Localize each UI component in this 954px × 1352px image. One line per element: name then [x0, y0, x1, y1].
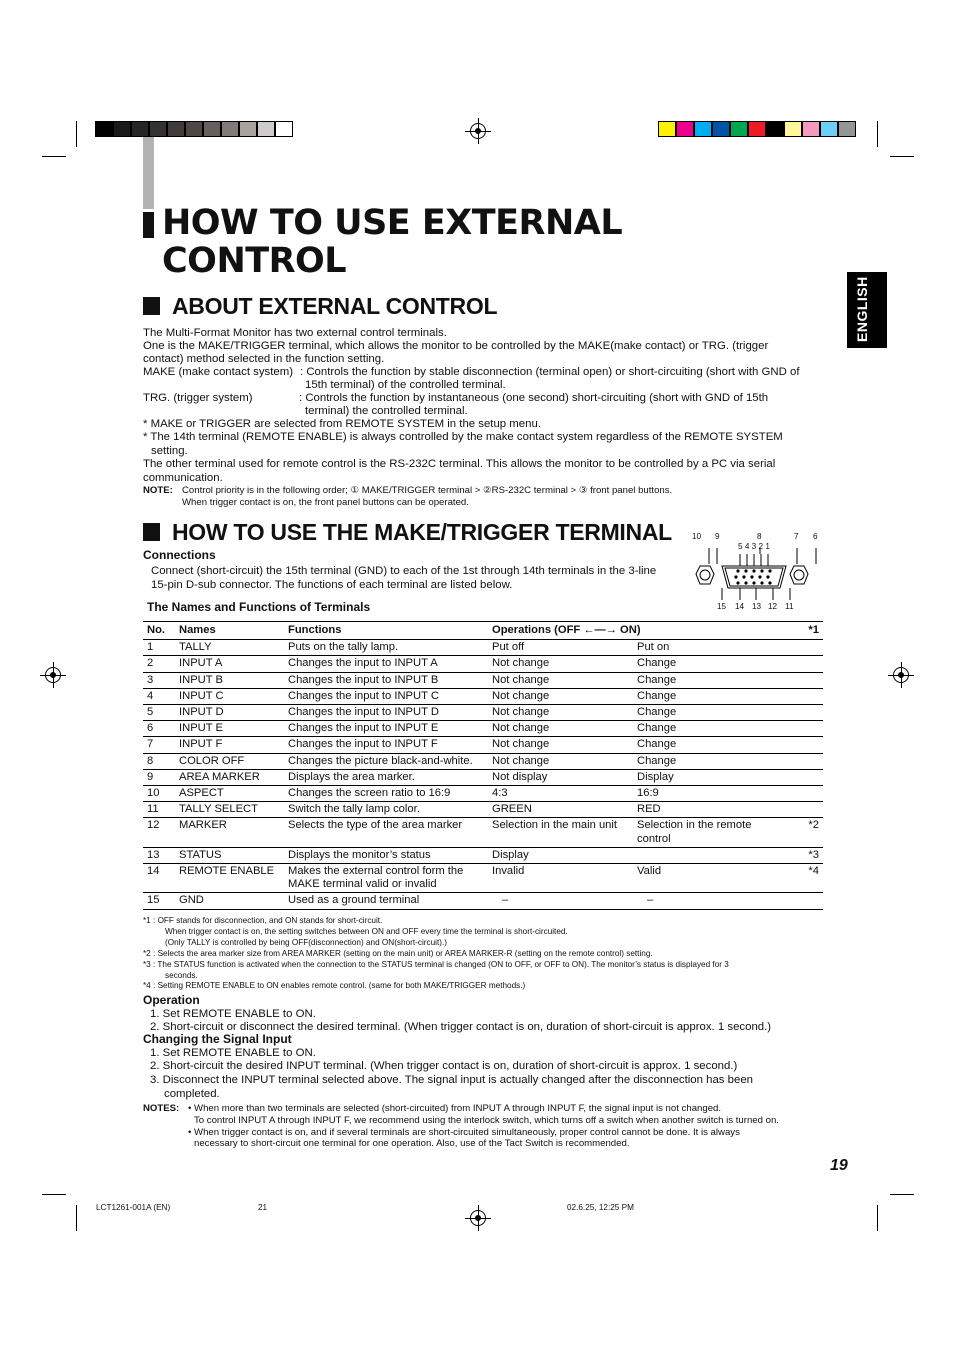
table-cell: Not change — [488, 705, 633, 721]
footnote: *3 : The STATUS function is activated when the connection to the STATUS terminal is changed (ON to OFF, or OFF to ON). The monitor’s status is displayed for 3 — [143, 960, 729, 969]
color-swatch — [784, 121, 802, 137]
table-cell: Change — [633, 672, 781, 688]
column-header: Functions — [284, 622, 488, 640]
table-cell: Changes the input to INPUT F — [284, 737, 488, 753]
table-cell: 7 — [143, 737, 175, 753]
table-cell — [781, 656, 823, 672]
crop-mark — [890, 1194, 914, 1195]
pin-label: 6 — [813, 532, 818, 541]
table-cell: Not change — [488, 737, 633, 753]
footer-mid: 21 — [258, 1203, 268, 1212]
color-swatch — [748, 121, 766, 137]
table-cell: Change — [633, 656, 781, 672]
step: 2. Short-circuit or disconnect the desired terminal. (When trigger contact is on, duration of short-circuit is approx. 1 second.) — [150, 1021, 772, 1033]
paragraph: communication. — [143, 472, 223, 484]
table-cell: INPUT F — [175, 737, 284, 753]
crop-mark — [877, 121, 878, 147]
table-cell: – — [488, 893, 633, 909]
table-row — [143, 786, 823, 802]
footer-right: 02.6.25, 12:25 PM — [567, 1203, 634, 1212]
column-header: *1 — [781, 622, 823, 640]
color-swatch — [712, 121, 730, 137]
table-cell: INPUT A — [175, 656, 284, 672]
language-tab-label: ENGLISH — [854, 276, 870, 342]
table-cell: Invalid — [488, 864, 633, 893]
subheading-connections: Connections — [143, 548, 216, 562]
pin-label: 7 — [794, 532, 799, 541]
table-row — [143, 640, 823, 656]
table-cell: INPUT C — [175, 688, 284, 704]
color-swatch — [239, 121, 257, 137]
pin-label: 8 — [757, 532, 762, 541]
table-cell: Change — [633, 753, 781, 769]
table-cell: 2 — [143, 656, 175, 672]
step: completed. — [164, 1088, 220, 1100]
color-swatch — [730, 121, 748, 137]
table-cell: Selects the type of the area marker — [284, 818, 488, 847]
footnote: (Only TALLY is controlled by being OFF(disconnection) and ON(short-circuit).) — [165, 938, 447, 947]
pin-label: 12 — [768, 602, 778, 611]
table-cell: 13 — [143, 847, 175, 863]
table-cell: Changes the input to INPUT D — [284, 705, 488, 721]
table-cell: GND — [175, 893, 284, 909]
table-row — [143, 802, 823, 818]
footnote: *4 : Setting REMOTE ENABLE to ON enables remote control. (same for both MAKE/TRIGGER methods.) — [143, 981, 526, 990]
table-row — [143, 753, 823, 769]
table-cell: Changes the input to INPUT C — [284, 688, 488, 704]
table-cell — [781, 705, 823, 721]
color-swatch — [676, 121, 694, 137]
step: 3. Disconnect the INPUT terminal selected above. The signal input is actually changed after the disconnection has been — [150, 1074, 754, 1086]
table-cell — [781, 672, 823, 688]
table-cell: Change — [633, 737, 781, 753]
table-cell: 5 — [143, 705, 175, 721]
section-heading-make-trigger: HOW TO USE THE MAKE/TRIGGER TERMINAL — [172, 519, 672, 545]
table-row — [143, 818, 823, 847]
table-cell: – — [633, 893, 781, 909]
color-swatch — [257, 121, 275, 137]
definition-label: MAKE (make contact system) — [143, 366, 294, 378]
table-cell: 10 — [143, 786, 175, 802]
accent-bar — [143, 137, 154, 209]
notes-label: NOTES: — [143, 1103, 180, 1114]
table-row — [143, 705, 823, 721]
page-title — [162, 204, 622, 280]
note-text: • When more than two terminals are selected (short-circuited) from INPUT A through INPUT F, the signal input is not changed. — [188, 1103, 722, 1114]
crop-mark — [890, 156, 914, 157]
table-cell: Displays the monitor’s status — [284, 847, 488, 863]
color-swatch — [221, 121, 239, 137]
table-cell — [781, 769, 823, 785]
table-cell: 3 — [143, 672, 175, 688]
table-cell: Makes the external control form the MAKE terminal valid or invalid — [284, 864, 488, 893]
definition-text: : Controls the function by instantaneous (one second) short-circuiting (short with GND of 15th — [299, 392, 769, 404]
column-header: Operations (OFF ←—→ ON) — [488, 622, 781, 640]
table-cell: STATUS — [175, 847, 284, 863]
table-row — [143, 688, 823, 704]
table-cell: TALLY — [175, 640, 284, 656]
color-swatch — [113, 121, 131, 137]
paragraph: Connect (short-circuit) the 15th terminal (GND) to each of the 1st through 14th terminals in the 3-line — [151, 565, 657, 577]
table-cell: Used as a ground terminal — [284, 893, 488, 909]
table-cell — [781, 688, 823, 704]
table-cell: MARKER — [175, 818, 284, 847]
footnote: seconds. — [165, 971, 198, 980]
color-swatch — [203, 121, 221, 137]
table-cell — [781, 893, 823, 909]
table-cell: INPUT D — [175, 705, 284, 721]
table-cell: Changes the input to INPUT A — [284, 656, 488, 672]
pin-label: 5 4 3 2 1 — [738, 542, 770, 551]
note-text: • When trigger contact is on, and if several terminals are short-circuited simultaneously, proper control cannot be done. It is always — [188, 1127, 740, 1138]
table-cell: 12 — [143, 818, 175, 847]
table-row — [143, 672, 823, 688]
table-cell — [781, 802, 823, 818]
table-cell: Selection in the remote control — [633, 818, 781, 847]
pin-label: 15 — [717, 602, 727, 611]
section-marker — [143, 523, 160, 541]
table-cell: GREEN — [488, 802, 633, 818]
step: 2. Short-circuit the desired INPUT terminal. (When trigger contact is on, duration of short-circuit is approx. 1 second.) — [150, 1060, 738, 1072]
crop-mark — [76, 121, 77, 147]
section-heading-about: ABOUT EXTERNAL CONTROL — [172, 293, 498, 319]
crop-mark — [42, 1194, 66, 1195]
table-cell — [781, 786, 823, 802]
footnote: *2 : Selects the area marker size from AREA MARKER (setting on the main unit) or AREA MARKER-R (setting on the remote control) setting. — [143, 949, 653, 958]
table-cell: INPUT B — [175, 672, 284, 688]
table-cell: Display — [633, 769, 781, 785]
terminals-table — [143, 621, 823, 910]
gray-swatch-bar — [95, 121, 293, 137]
pin-label: 13 — [752, 602, 762, 611]
color-swatch — [820, 121, 838, 137]
note-text: Control priority is in the following order; ① MAKE/TRIGGER terminal > ②RS-232C terminal > ③ front panel buttons. — [182, 485, 673, 496]
table-cell — [633, 847, 781, 863]
connector-shape — [690, 542, 824, 602]
section-marker — [143, 297, 160, 315]
pin-label: 11 — [785, 602, 794, 611]
table-cell: Put on — [633, 640, 781, 656]
step: 1. Set REMOTE ENABLE to ON. — [150, 1047, 316, 1059]
note-text: To control INPUT A through INPUT F, we recommend using the interlock switch, which turns off a switch when another switch is turned on. — [194, 1115, 779, 1126]
table-cell: Change — [633, 705, 781, 721]
color-swatch — [131, 121, 149, 137]
table-cell: Not change — [488, 688, 633, 704]
color-swatch — [149, 121, 167, 137]
table-cell: Change — [633, 688, 781, 704]
color-swatch — [275, 121, 293, 137]
table-cell: 4 — [143, 688, 175, 704]
table-cell: Changes the input to INPUT B — [284, 672, 488, 688]
footer-left: LCT1261-001A (EN) — [96, 1203, 171, 1212]
pin-label: 9 — [715, 532, 720, 541]
crop-mark — [42, 156, 66, 157]
table-cell: ASPECT — [175, 786, 284, 802]
table-cell: 4:3 — [488, 786, 633, 802]
pin-label: 14 — [735, 602, 745, 611]
table-cell: Puts on the tally lamp. — [284, 640, 488, 656]
column-header: No. — [143, 622, 175, 640]
table-row — [143, 769, 823, 785]
color-swatch — [802, 121, 820, 137]
table-cell: Display — [488, 847, 633, 863]
color-swatch — [766, 121, 784, 137]
table-cell: 6 — [143, 721, 175, 737]
table-row — [143, 847, 823, 863]
page-number: 19 — [830, 1157, 848, 1174]
subheading-signal-input: Changing the Signal Input — [143, 1032, 292, 1046]
registration-mark-icon — [470, 123, 486, 139]
table-cell: 15 — [143, 893, 175, 909]
table-row — [143, 893, 823, 909]
table-cell — [781, 737, 823, 753]
crop-mark — [877, 1205, 878, 1231]
table-cell: Not change — [488, 672, 633, 688]
paragraph: One is the MAKE/TRIGGER terminal, which allows the monitor to be controlled by the MAKE(make contact) or TRG. (trigger — [143, 340, 769, 352]
table-cell: Not change — [488, 753, 633, 769]
table-cell: Selection in the main unit — [488, 818, 633, 847]
definition-text: terminal) the controlled terminal. — [305, 405, 468, 417]
table-cell: 16:9 — [633, 786, 781, 802]
footnote: *1 : OFF stands for disconnection, and ON stands for short-circuit. — [143, 916, 383, 925]
table-cell — [781, 721, 823, 737]
step: 1. Set REMOTE ENABLE to ON. — [150, 1008, 316, 1020]
definition-text: 15th terminal) of the controlled terminal. — [305, 379, 506, 391]
note-text: When trigger contact is on, the front panel buttons can be operated. — [182, 497, 469, 508]
table-row — [143, 721, 823, 737]
color-swatch — [838, 121, 856, 137]
table-row — [143, 737, 823, 753]
table-cell: Changes the picture black-and-white. — [284, 753, 488, 769]
page-title-line: HOW TO USE EXTERNAL — [162, 203, 623, 243]
table-cell — [781, 640, 823, 656]
table-cell: 9 — [143, 769, 175, 785]
language-tab — [847, 272, 887, 348]
table-cell: Changes the input to INPUT E — [284, 721, 488, 737]
note-label: NOTE: — [143, 485, 173, 496]
table-cell: Not display — [488, 769, 633, 785]
footnote: When trigger contact is on, the setting switches between ON and OFF every time the terminal is short-circuited. — [165, 927, 568, 936]
paragraph: contact) method selected in the function setting. — [143, 353, 385, 365]
color-swatch — [95, 121, 113, 137]
table-cell: Change — [633, 721, 781, 737]
note-line: * MAKE or TRIGGER are selected from REMOTE SYSTEM in the setup menu. — [143, 418, 541, 430]
table-row — [143, 864, 823, 893]
color-swatch — [694, 121, 712, 137]
table-cell: AREA MARKER — [175, 769, 284, 785]
note-line: * The 14th terminal (REMOTE ENABLE) is always controlled by the make contact system regardless of the REMOTE SYSTEM — [143, 431, 783, 443]
dsub-connector-diagram — [690, 532, 824, 614]
table-cell: RED — [633, 802, 781, 818]
table-cell: COLOR OFF — [175, 753, 284, 769]
registration-mark-icon — [470, 1210, 486, 1226]
table-cell: 11 — [143, 802, 175, 818]
paragraph: 15-pin D-sub connector. The functions of each terminal are listed below. — [151, 579, 513, 591]
table-cell: Put off — [488, 640, 633, 656]
title-marker — [143, 212, 154, 238]
table-cell: INPUT E — [175, 721, 284, 737]
subheading-operation: Operation — [143, 993, 200, 1007]
table-cell: REMOTE ENABLE — [175, 864, 284, 893]
color-swatch — [185, 121, 203, 137]
color-swatch — [167, 121, 185, 137]
table-cell: *2 — [781, 818, 823, 847]
table-title: The Names and Functions of Terminals — [147, 600, 371, 614]
table-cell: *3 — [781, 847, 823, 863]
table-cell: Changes the screen ratio to 16:9 — [284, 786, 488, 802]
table-cell: 8 — [143, 753, 175, 769]
table-cell: *4 — [781, 864, 823, 893]
paragraph: The other terminal used for remote control is the RS-232C terminal. This allows the monitor to be controlled by a PC via serial — [143, 458, 776, 470]
table-cell: Valid — [633, 864, 781, 893]
table-cell: 14 — [143, 864, 175, 893]
table-cell: Displays the area marker. — [284, 769, 488, 785]
registration-mark-icon — [893, 667, 909, 683]
note-line: setting. — [151, 445, 188, 457]
page-title-line: CONTROL — [162, 241, 347, 281]
paragraph: The Multi-Format Monitor has two external control terminals. — [143, 327, 447, 339]
table-cell: TALLY SELECT — [175, 802, 284, 818]
note-text: necessary to short-circuit one terminal for one operation. Also, use of the Tact Switch is recommended. — [194, 1138, 630, 1149]
color-swatch — [658, 121, 676, 137]
registration-mark-icon — [45, 667, 61, 683]
table-cell: Not change — [488, 721, 633, 737]
definition-label: TRG. (trigger system) — [143, 392, 253, 404]
definition-text: : Controls the function by stable disconnection (terminal open) or short-circuiting (short with GND of — [300, 366, 800, 378]
table-cell — [781, 753, 823, 769]
table-cell: 1 — [143, 640, 175, 656]
table-cell: Not change — [488, 656, 633, 672]
column-header: Names — [175, 622, 284, 640]
color-swatch-bar — [658, 121, 856, 137]
table-header-row — [143, 622, 823, 640]
table-cell: Switch the tally lamp color. — [284, 802, 488, 818]
pin-label: 10 — [692, 532, 702, 541]
crop-mark — [76, 1205, 77, 1231]
table-row — [143, 656, 823, 672]
